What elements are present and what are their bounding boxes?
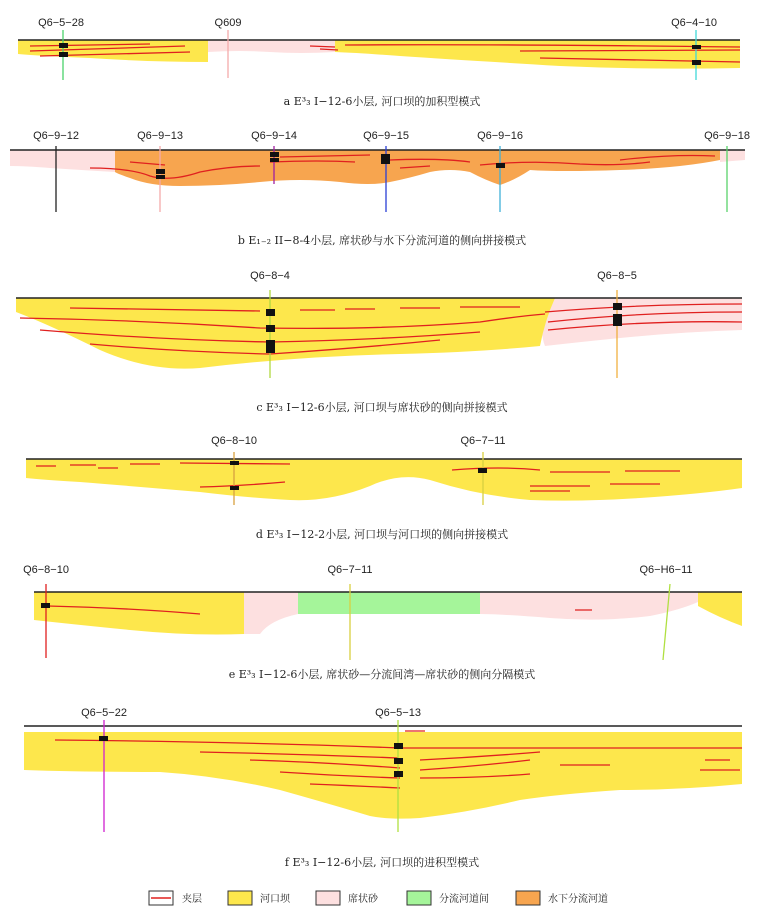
perforation-marker — [266, 325, 275, 332]
well-label: Q6−9−14 — [251, 130, 297, 142]
perforation-marker — [266, 309, 275, 316]
perforation-marker — [692, 45, 701, 49]
perforation-marker — [394, 758, 403, 764]
sheet-sand-body — [480, 592, 698, 620]
well-label: Q6−9−16 — [477, 130, 523, 142]
legend — [149, 891, 608, 905]
well-label: Q6−8−4 — [250, 270, 290, 282]
legend-label: 分流河道间 — [439, 894, 489, 905]
well-label: Q6−H6−11 — [639, 564, 693, 576]
well-label: Q6−8−5 — [597, 270, 637, 282]
perforation-marker — [394, 771, 403, 777]
legend-label: 水下分流河道 — [548, 894, 608, 905]
perforation-marker — [270, 152, 279, 157]
panel-d — [26, 435, 742, 541]
well-label: Q6−8−10 — [23, 564, 69, 576]
well-label: Q6−5−22 — [81, 707, 127, 719]
legend-item-mouth-bar — [228, 891, 291, 905]
well-label: Q6−4−10 — [671, 17, 717, 29]
legend-label: 席状砂 — [348, 894, 378, 905]
perforation-marker — [41, 603, 50, 608]
well-label: Q6−7−11 — [327, 564, 373, 576]
panel-caption: c E³₃ I−12-6小层, 河口坝与席状砂的侧向拼接模式 — [256, 401, 508, 414]
perforation-marker — [230, 461, 239, 465]
well-label: Q6−9−13 — [137, 130, 183, 142]
well-label: Q6−9−18 — [704, 130, 750, 142]
legend-item-underwater-channel — [516, 891, 608, 905]
panel-caption: a E³₃ I−12-6小层, 河口坝的加积型模式 — [283, 95, 481, 108]
perforation-marker — [230, 486, 239, 490]
legend-label: 夹层 — [182, 894, 202, 905]
perforation-marker — [99, 736, 108, 741]
perforation-marker — [478, 468, 487, 473]
legend-label: 河口坝 — [260, 894, 290, 905]
well-label: Q6−8−10 — [211, 435, 257, 447]
sheet-sand-body — [244, 592, 298, 634]
perforation-marker — [156, 169, 165, 174]
well-label: Q6−7−11 — [460, 435, 506, 447]
perforation-marker — [266, 340, 275, 347]
perforation-marker — [613, 320, 622, 326]
well-label: Q6−9−12 — [33, 130, 79, 142]
perforation-marker — [613, 303, 622, 310]
well-label: Q609 — [214, 17, 242, 29]
perforation-marker — [59, 43, 68, 48]
mouth-bar-body — [34, 592, 244, 635]
perforation-marker — [692, 60, 701, 65]
perforation-marker — [613, 314, 622, 320]
perforation-marker — [270, 158, 279, 162]
underwater-channel-body — [115, 150, 720, 186]
panel-caption: d E³₃ I−12-2小层, 河口坝与河口坝的侧向拼接模式 — [255, 528, 509, 541]
mouth-bar-body — [26, 459, 742, 501]
well-label: Q6−9−15 — [363, 130, 409, 142]
perforation-marker — [59, 52, 68, 57]
interchannel-body — [298, 592, 480, 614]
legend-item-sheet-sand — [316, 891, 379, 905]
panel-caption: b E₁₋₂ II−8-4小层, 席状砂与水下分流河道的侧向拼接模式 — [237, 234, 527, 247]
perforation-marker — [496, 163, 505, 168]
legend-item-interchannel — [407, 891, 489, 905]
mouth-bar-body — [698, 592, 742, 626]
panel-c — [16, 270, 742, 414]
perforation-marker — [156, 175, 165, 179]
perforation-marker — [266, 347, 275, 353]
well-label: Q6−5−13 — [375, 707, 421, 719]
sheet-sand-body — [720, 150, 745, 162]
legend-swatch — [316, 891, 340, 905]
legend-item-interlayer — [149, 891, 202, 905]
perforation-marker — [394, 743, 403, 749]
perforation-marker — [381, 154, 390, 164]
legend-swatch — [228, 891, 252, 905]
panel-e — [23, 564, 742, 681]
panel-a — [18, 17, 740, 108]
legend-swatch — [516, 891, 540, 905]
legend-swatch — [407, 891, 431, 905]
panel-caption: e E³₃ I−12-6小层, 席状砂—分流间湾—席状砂的侧向分隔模式 — [228, 668, 536, 681]
panel-f — [24, 707, 742, 869]
panel-b — [10, 130, 750, 247]
mouth-bar-body — [24, 732, 742, 819]
panel-caption: f E³₃ I−12-6小层, 河口坝的进积型模式 — [284, 856, 480, 869]
well-label: Q6−5−28 — [38, 17, 84, 29]
